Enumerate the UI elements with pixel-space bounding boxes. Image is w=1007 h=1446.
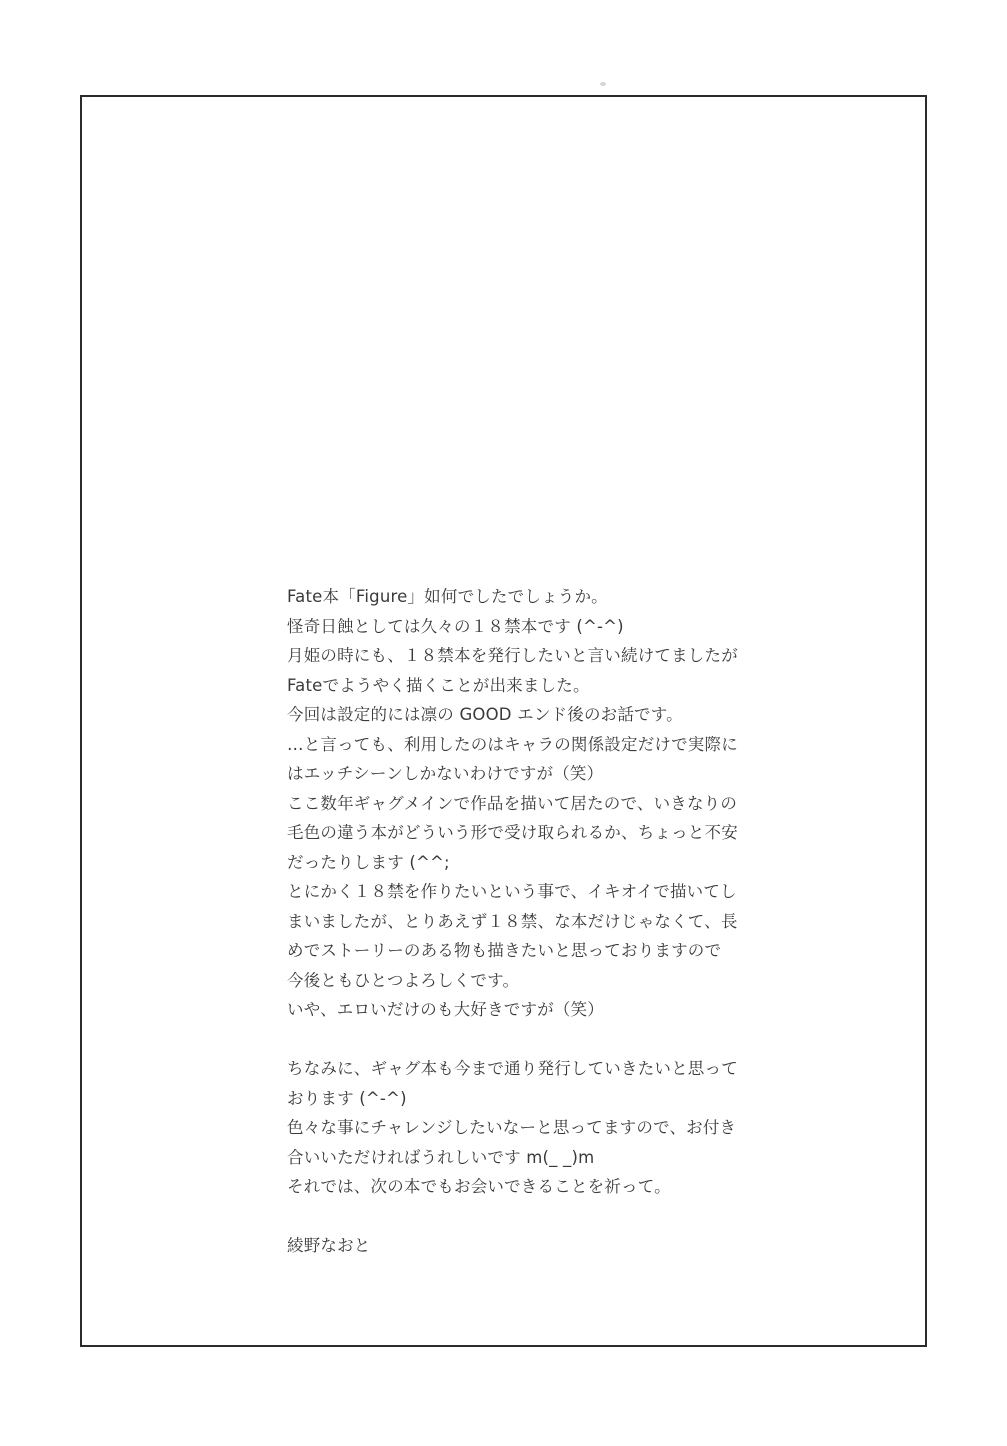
afterword-line: だったりします (^^; xyxy=(287,852,450,872)
afterword-line: 毛色の違う本がどういう形で受け取られるか、ちょっと不安 xyxy=(287,823,738,842)
afterword-paragraph-2 xyxy=(287,1054,757,1202)
afterword-line: はエッチシーンしかないわけですが（笑） xyxy=(287,764,604,783)
author-signature: 綾野なおと xyxy=(287,1236,371,1255)
afterword-line: 今後ともひとつよろしくです。 xyxy=(287,970,520,990)
afterword-line: めでストーリーのある物も描きたいと思っておりますので xyxy=(287,941,722,960)
afterword-line: Fateでようやく描くことが出来ました。 xyxy=(287,675,590,695)
afterword-line: 合いいただければうれしいです m(_ _)m xyxy=(287,1147,595,1167)
afterword-line: ここ数年ギャグメインで作品を描いて居たので、いきなりの xyxy=(287,793,738,813)
afterword-text-block xyxy=(287,582,757,1261)
afterword-line: いや、エロいだけのも大好きですが（笑） xyxy=(287,1000,604,1019)
afterword-line: 色々な事にチャレンジしたいなーと思ってますので、お付き xyxy=(287,1118,737,1137)
afterword-paragraph-1 xyxy=(287,582,757,1025)
afterword-line: おります (^-^) xyxy=(287,1088,407,1108)
afterword-line: 今回は設定的には凛の GOOD エンド後のお話です。 xyxy=(287,705,683,724)
afterword-line: 月姫の時にも、１８禁本を発行したいと言い続けてましたが xyxy=(287,646,738,665)
afterword-line: とにかく１８禁を作りたいという事で、イキオイで描いてし xyxy=(287,882,737,901)
afterword-line: ちなみに、ギャグ本も今まで通り発行していきたいと思って xyxy=(287,1059,738,1078)
afterword-line: …と言っても、利用したのはキャラの関係設定だけで実際に xyxy=(287,734,738,754)
afterword-line: まいましたが、とりあえず１８禁、な本だけじゃなくて、長 xyxy=(287,911,738,931)
afterword-line: それでは、次の本でもお会いできることを祈って。 xyxy=(287,1177,671,1196)
afterword-line: Fate本「Figure」如何でしたでしょうか。 xyxy=(287,587,608,606)
afterword-line: 怪奇日蝕としては久々の１８禁本です (^-^) xyxy=(287,616,624,636)
scan-speck-artifact xyxy=(600,82,606,86)
